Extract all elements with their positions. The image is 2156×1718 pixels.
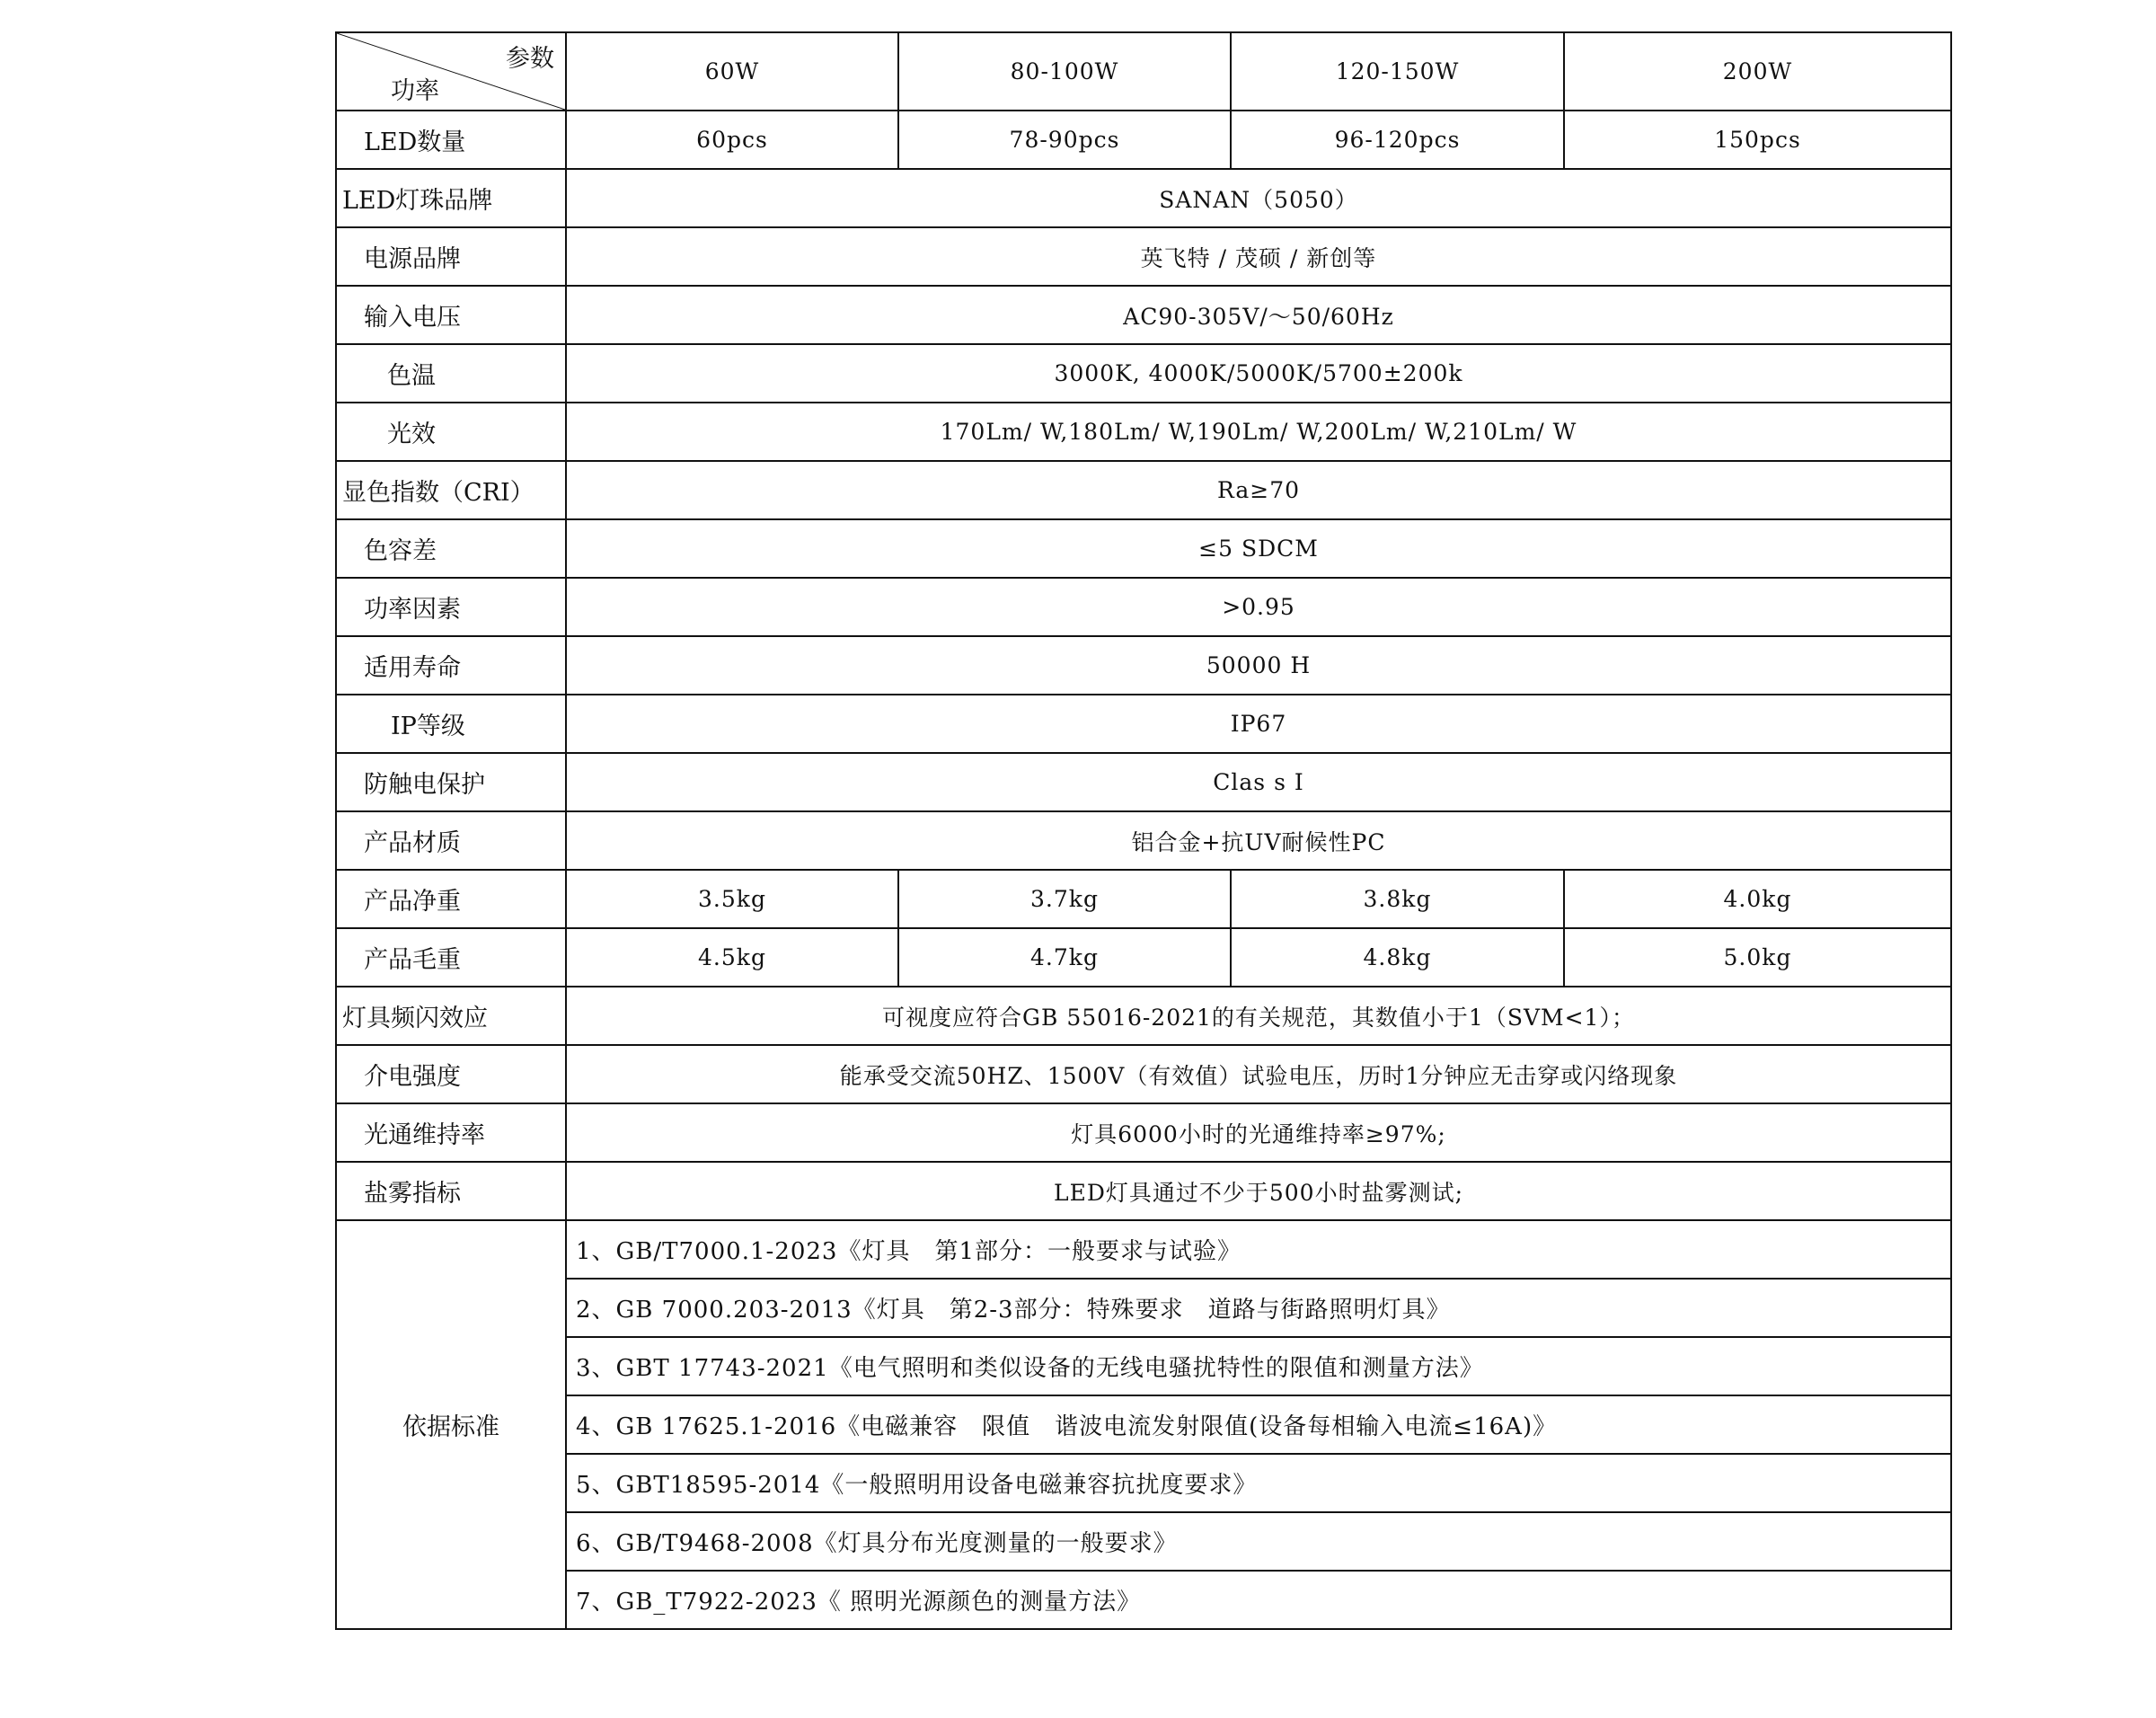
spec-row: [336, 578, 1951, 636]
row-label: 产品材质: [336, 811, 566, 870]
spec-table: [335, 31, 1952, 1630]
row-label: 显色指数（CRI）: [336, 461, 566, 519]
spec-row: [336, 403, 1951, 461]
net-weight-value: 3.5kg: [566, 870, 898, 928]
row-label: 光效: [336, 403, 566, 461]
standard-item: 7、GB_T7922-2023《 照明光源颜色的测量方法》: [566, 1571, 1951, 1629]
standard-item: 6、GB/T9468-2008《灯具分布光度测量的一般要求》: [566, 1512, 1951, 1571]
standard-item: 4、GB 17625.1-2016《电磁兼容 限值 谐波电流发射限值(设备每相输入电流≤16A)》: [566, 1395, 1951, 1454]
net-weight-value: 3.7kg: [898, 870, 1231, 928]
row-value: Ra≥70: [566, 461, 1951, 519]
spec-row: [336, 1103, 1951, 1162]
spec-row: [336, 344, 1951, 403]
led-count-row: [336, 111, 1951, 169]
row-label: 光通维持率: [336, 1103, 566, 1162]
standards-row: [336, 1395, 1951, 1454]
row-value: IP67: [566, 695, 1951, 753]
led-count-value: 60pcs: [566, 111, 898, 169]
row-label: 灯具频闪效应: [336, 987, 566, 1045]
net-weight-value: 4.0kg: [1564, 870, 1951, 928]
spec-row: [336, 227, 1951, 286]
row-value: LED灯具通过不少于500小时盐雾测试;: [566, 1162, 1951, 1220]
net-weight-value: 3.8kg: [1231, 870, 1564, 928]
standards-row: [336, 1337, 1951, 1395]
row-label: 产品净重: [336, 870, 566, 928]
spec-row: [336, 753, 1951, 811]
spec-row: [336, 1045, 1951, 1103]
standards-row: [336, 1454, 1951, 1512]
power-header-3: 120-150W: [1231, 32, 1564, 111]
spec-row: [336, 811, 1951, 870]
row-label: 盐雾指标: [336, 1162, 566, 1220]
spec-row: [336, 695, 1951, 753]
standards-row: [336, 1571, 1951, 1629]
standard-item: 2、GB 7000.203-2013《灯具 第2-3部分：特殊要求 道路与街路照明灯具》: [566, 1279, 1951, 1337]
spec-row: [336, 461, 1951, 519]
row-value: 灯具6000小时的光通维持率≥97%;: [566, 1103, 1951, 1162]
row-label: 防触电保护: [336, 753, 566, 811]
net-weight-row: [336, 870, 1951, 928]
gross-weight-value: 4.8kg: [1231, 928, 1564, 987]
power-header-1: 60W: [566, 32, 898, 111]
row-label: 介电强度: [336, 1045, 566, 1103]
led-count-value: 150pcs: [1564, 111, 1951, 169]
standard-item: 1、GB/T7000.1-2023《灯具 第1部分：一般要求与试验》: [566, 1220, 1951, 1279]
row-value: 英飞特 / 茂硕 / 新创等: [566, 227, 1951, 286]
standards-row: [336, 1279, 1951, 1337]
led-count-value: 78-90pcs: [898, 111, 1231, 169]
row-value: ≤5 SDCM: [566, 519, 1951, 578]
row-value: 170Lm/ W,180Lm/ W,190Lm/ W,200Lm/ W,210Lm/ W: [566, 403, 1951, 461]
power-header-2: 80-100W: [898, 32, 1231, 111]
standards-row: [336, 1220, 1951, 1279]
row-label: 电源品牌: [336, 227, 566, 286]
row-label: 适用寿命: [336, 636, 566, 695]
row-value: AC90-305V/～50/60Hz: [566, 286, 1951, 344]
spec-row: [336, 286, 1951, 344]
corner-label-power: 功率: [391, 77, 439, 105]
row-label: 色容差: [336, 519, 566, 578]
spec-row: [336, 1162, 1951, 1220]
spec-row: [336, 636, 1951, 695]
row-label: LED灯珠品牌: [336, 169, 566, 227]
row-label: LED数量: [336, 111, 566, 169]
header-row: [336, 32, 1951, 111]
spec-row: [336, 169, 1951, 227]
row-value: 可视度应符合GB 55016-2021的有关规范，其数值小于1（SVM<1）；: [566, 987, 1951, 1045]
row-label: 产品毛重: [336, 928, 566, 987]
led-count-value: 96-120pcs: [1231, 111, 1564, 169]
standards-label: 依据标准: [336, 1220, 566, 1629]
spec-row: [336, 987, 1951, 1045]
standard-item: 5、GBT18595-2014《一般照明用设备电磁兼容抗扰度要求》: [566, 1454, 1951, 1512]
corner-cell: [336, 32, 566, 111]
standard-item: 3、GBT 17743-2021《电气照明和类似设备的无线电骚扰特性的限值和测量方法》: [566, 1337, 1951, 1395]
spec-row: [336, 519, 1951, 578]
standards-row: [336, 1512, 1951, 1571]
gross-weight-value: 4.5kg: [566, 928, 898, 987]
row-label: 输入电压: [336, 286, 566, 344]
row-value: 3000K, 4000K/5000K/5700±200k: [566, 344, 1951, 403]
row-label: IP等级: [336, 695, 566, 753]
row-value: 能承受交流50HZ、1500V（有效值）试验电压，历时1分钟应无击穿或闪络现象: [566, 1045, 1951, 1103]
row-value: >0.95: [566, 578, 1951, 636]
gross-weight-value: 4.7kg: [898, 928, 1231, 987]
row-value: 50000 H: [566, 636, 1951, 695]
row-label: 色温: [336, 344, 566, 403]
gross-weight-value: 5.0kg: [1564, 928, 1951, 987]
row-value: 铝合金+抗UV耐候性PC: [566, 811, 1951, 870]
row-label: 功率因素: [336, 578, 566, 636]
row-value: SANAN（5050）: [566, 169, 1951, 227]
corner-label-param: 参数: [506, 45, 554, 73]
power-header-4: 200W: [1564, 32, 1951, 111]
row-value: Clas s Ⅰ: [566, 753, 1951, 811]
gross-weight-row: [336, 928, 1951, 987]
